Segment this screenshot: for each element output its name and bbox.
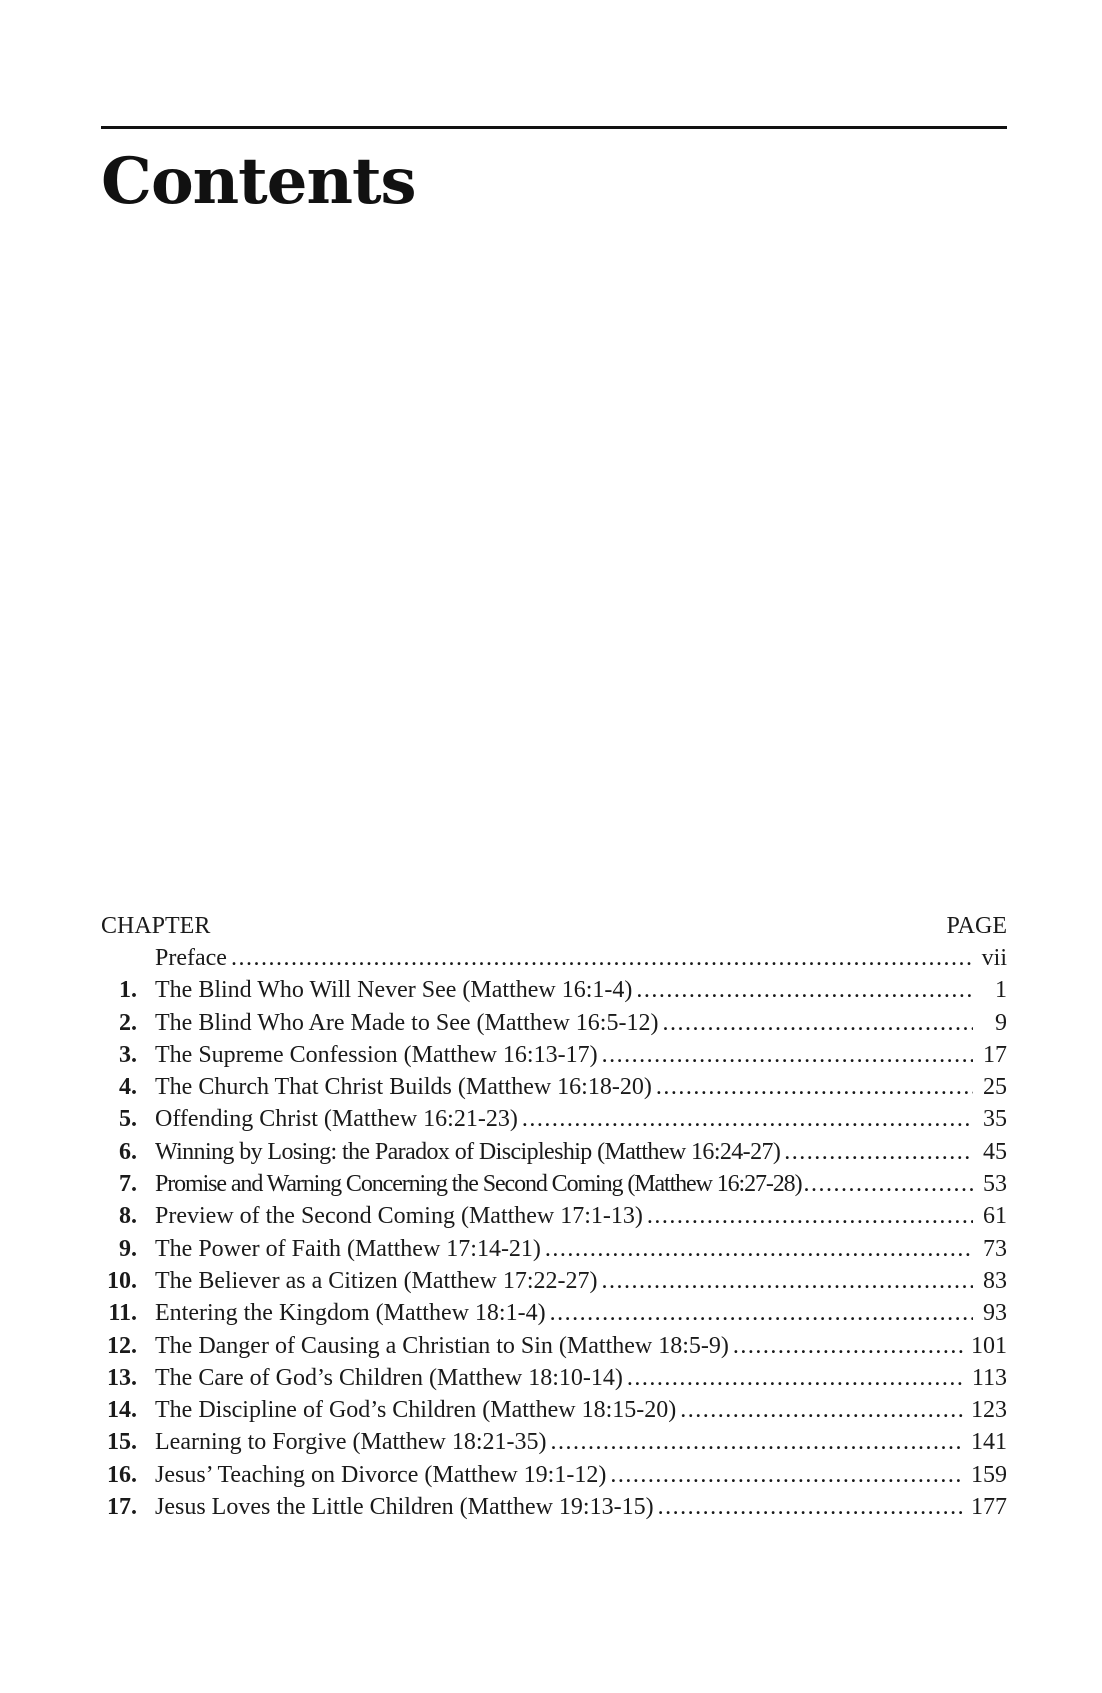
toc-entry-title: The Care of God’s Children (Matthew 18:10-14) bbox=[155, 1364, 623, 1391]
toc-entry-page: 45 bbox=[983, 1138, 1007, 1165]
toc-entry-title: The Church That Christ Builds (Matthew 16:18-20) bbox=[155, 1074, 652, 1101]
toc-entry-number: 8. bbox=[119, 1203, 137, 1230]
toc-entry[interactable] bbox=[101, 1136, 1007, 1168]
dot-leader bbox=[733, 1330, 963, 1362]
toc-entry-title: Offending Christ (Matthew 16:21-23) bbox=[155, 1106, 518, 1133]
toc-entry-title: The Blind Who Will Never See (Matthew 16:1-4) bbox=[155, 977, 633, 1004]
toc-entry-title: Preview of the Second Coming (Matthew 17:1-13) bbox=[155, 1203, 643, 1230]
toc-entry[interactable] bbox=[101, 1071, 1007, 1103]
toc-entry-page: 25 bbox=[983, 1074, 1007, 1101]
dot-leader bbox=[610, 1459, 963, 1491]
page-title: Contents bbox=[101, 144, 416, 219]
toc-entry-page: 101 bbox=[971, 1332, 1007, 1359]
dot-leader bbox=[627, 1362, 964, 1394]
dot-leader bbox=[647, 1200, 973, 1232]
toc-entry[interactable] bbox=[101, 1200, 1007, 1232]
dot-leader bbox=[522, 1103, 973, 1135]
toc-entry-title: Entering the Kingdom (Matthew 18:1-4) bbox=[155, 1300, 546, 1327]
dot-leader bbox=[803, 1168, 977, 1200]
toc-entry-page: 17 bbox=[983, 1041, 1007, 1068]
toc-entry-number: 16. bbox=[107, 1461, 137, 1488]
toc-entry-number: 2. bbox=[119, 1009, 137, 1036]
toc-entry[interactable] bbox=[101, 1007, 1007, 1039]
toc-entry-page: vii bbox=[981, 945, 1007, 971]
toc-entry[interactable] bbox=[101, 1168, 1007, 1200]
table-of-contents bbox=[101, 910, 1007, 1523]
toc-entry-page: 53 bbox=[983, 1171, 1007, 1198]
toc-entry-number: 7. bbox=[119, 1171, 137, 1198]
toc-entry-page: 83 bbox=[983, 1267, 1007, 1294]
toc-entry-title: The Blind Who Are Made to See (Matthew 16:5-12) bbox=[155, 1009, 659, 1036]
toc-entry-title: Winning by Losing: the Paradox of Discipleship (Matthew 16:24-27) bbox=[155, 1138, 781, 1165]
toc-entry-page: 159 bbox=[971, 1461, 1007, 1488]
toc-entry[interactable] bbox=[101, 1362, 1007, 1394]
toc-entry-number: 5. bbox=[119, 1106, 137, 1133]
toc-entry-page: 93 bbox=[983, 1300, 1007, 1327]
toc-entry-page: 9 bbox=[995, 1009, 1007, 1036]
toc-entry-title: Jesus’ Teaching on Divorce (Matthew 19:1-12) bbox=[155, 1461, 607, 1488]
toc-entry-title: Preface bbox=[155, 945, 227, 971]
toc-entry-title: The Supreme Confession (Matthew 16:13-17) bbox=[155, 1041, 598, 1068]
toc-entry-title: Promise and Warning Concerning the Second Coming (Matthew 16:27-28) bbox=[155, 1171, 802, 1198]
toc-entry-number: 12. bbox=[107, 1332, 137, 1359]
toc-entry[interactable] bbox=[101, 1265, 1007, 1297]
dot-leader bbox=[658, 1491, 963, 1523]
toc-entry[interactable] bbox=[101, 974, 1007, 1006]
toc-entry[interactable] bbox=[101, 1103, 1007, 1135]
toc-entry-number: 6. bbox=[119, 1138, 137, 1165]
dot-leader bbox=[231, 942, 973, 974]
toc-entry-title: The Danger of Causing a Christian to Sin (Matthew 18:5-9) bbox=[155, 1332, 729, 1359]
dot-leader bbox=[656, 1071, 973, 1103]
toc-header bbox=[101, 910, 1007, 942]
dot-leader bbox=[602, 1039, 973, 1071]
toc-entry-page: 35 bbox=[983, 1106, 1007, 1133]
toc-entry-number: 11. bbox=[108, 1300, 137, 1327]
toc-entry-page: 177 bbox=[971, 1494, 1007, 1521]
toc-entry-page: 61 bbox=[983, 1203, 1007, 1230]
toc-entry[interactable] bbox=[101, 1426, 1007, 1458]
toc-entry[interactable] bbox=[101, 1330, 1007, 1362]
toc-entry-title: The Discipline of God’s Children (Matthew 18:15-20) bbox=[155, 1397, 677, 1424]
dot-leader bbox=[662, 1007, 973, 1039]
dot-leader bbox=[784, 1136, 973, 1168]
toc-entry[interactable] bbox=[101, 1491, 1007, 1523]
dot-leader bbox=[545, 1233, 973, 1265]
dot-leader bbox=[636, 974, 973, 1006]
dot-leader bbox=[680, 1394, 963, 1426]
toc-entry-title: The Power of Faith (Matthew 17:14-21) bbox=[155, 1235, 541, 1262]
toc-entry-number: 13. bbox=[107, 1364, 137, 1391]
toc-entry-page: 141 bbox=[971, 1429, 1007, 1456]
toc-entry-number: 9. bbox=[119, 1235, 137, 1262]
dot-leader bbox=[550, 1297, 973, 1329]
toc-entry[interactable] bbox=[101, 1459, 1007, 1491]
toc-entry-title: Jesus Loves the Little Children (Matthew 19:13-15) bbox=[155, 1494, 654, 1521]
toc-entry[interactable] bbox=[101, 1394, 1007, 1426]
toc-entry-number: 17. bbox=[107, 1494, 137, 1521]
toc-entry-page: 73 bbox=[983, 1235, 1007, 1262]
toc-entry-number: 14. bbox=[107, 1397, 137, 1424]
dot-leader bbox=[602, 1265, 973, 1297]
toc-entry-page: 113 bbox=[971, 1364, 1007, 1391]
page-column-label: PAGE bbox=[946, 913, 1007, 939]
chapter-column-label: CHAPTER bbox=[101, 913, 211, 939]
top-rule bbox=[101, 126, 1007, 129]
dot-leader bbox=[550, 1426, 963, 1458]
toc-entry[interactable] bbox=[101, 1297, 1007, 1329]
toc-entry-page: 123 bbox=[971, 1397, 1007, 1424]
toc-entry-number: 10. bbox=[107, 1267, 137, 1294]
toc-entry-title: Learning to Forgive (Matthew 18:21-35) bbox=[155, 1429, 547, 1456]
toc-entry[interactable] bbox=[101, 1233, 1007, 1265]
toc-entry-number: 1. bbox=[119, 977, 137, 1004]
toc-entry-number: 3. bbox=[119, 1041, 137, 1068]
toc-entry-preface[interactable] bbox=[101, 942, 1007, 974]
toc-entry-title: The Believer as a Citizen (Matthew 17:22-27) bbox=[155, 1267, 598, 1294]
toc-entry-number: 15. bbox=[107, 1429, 137, 1456]
toc-entry-page: 1 bbox=[995, 977, 1007, 1004]
toc-entry[interactable] bbox=[101, 1039, 1007, 1071]
toc-entry-number: 4. bbox=[119, 1074, 137, 1101]
